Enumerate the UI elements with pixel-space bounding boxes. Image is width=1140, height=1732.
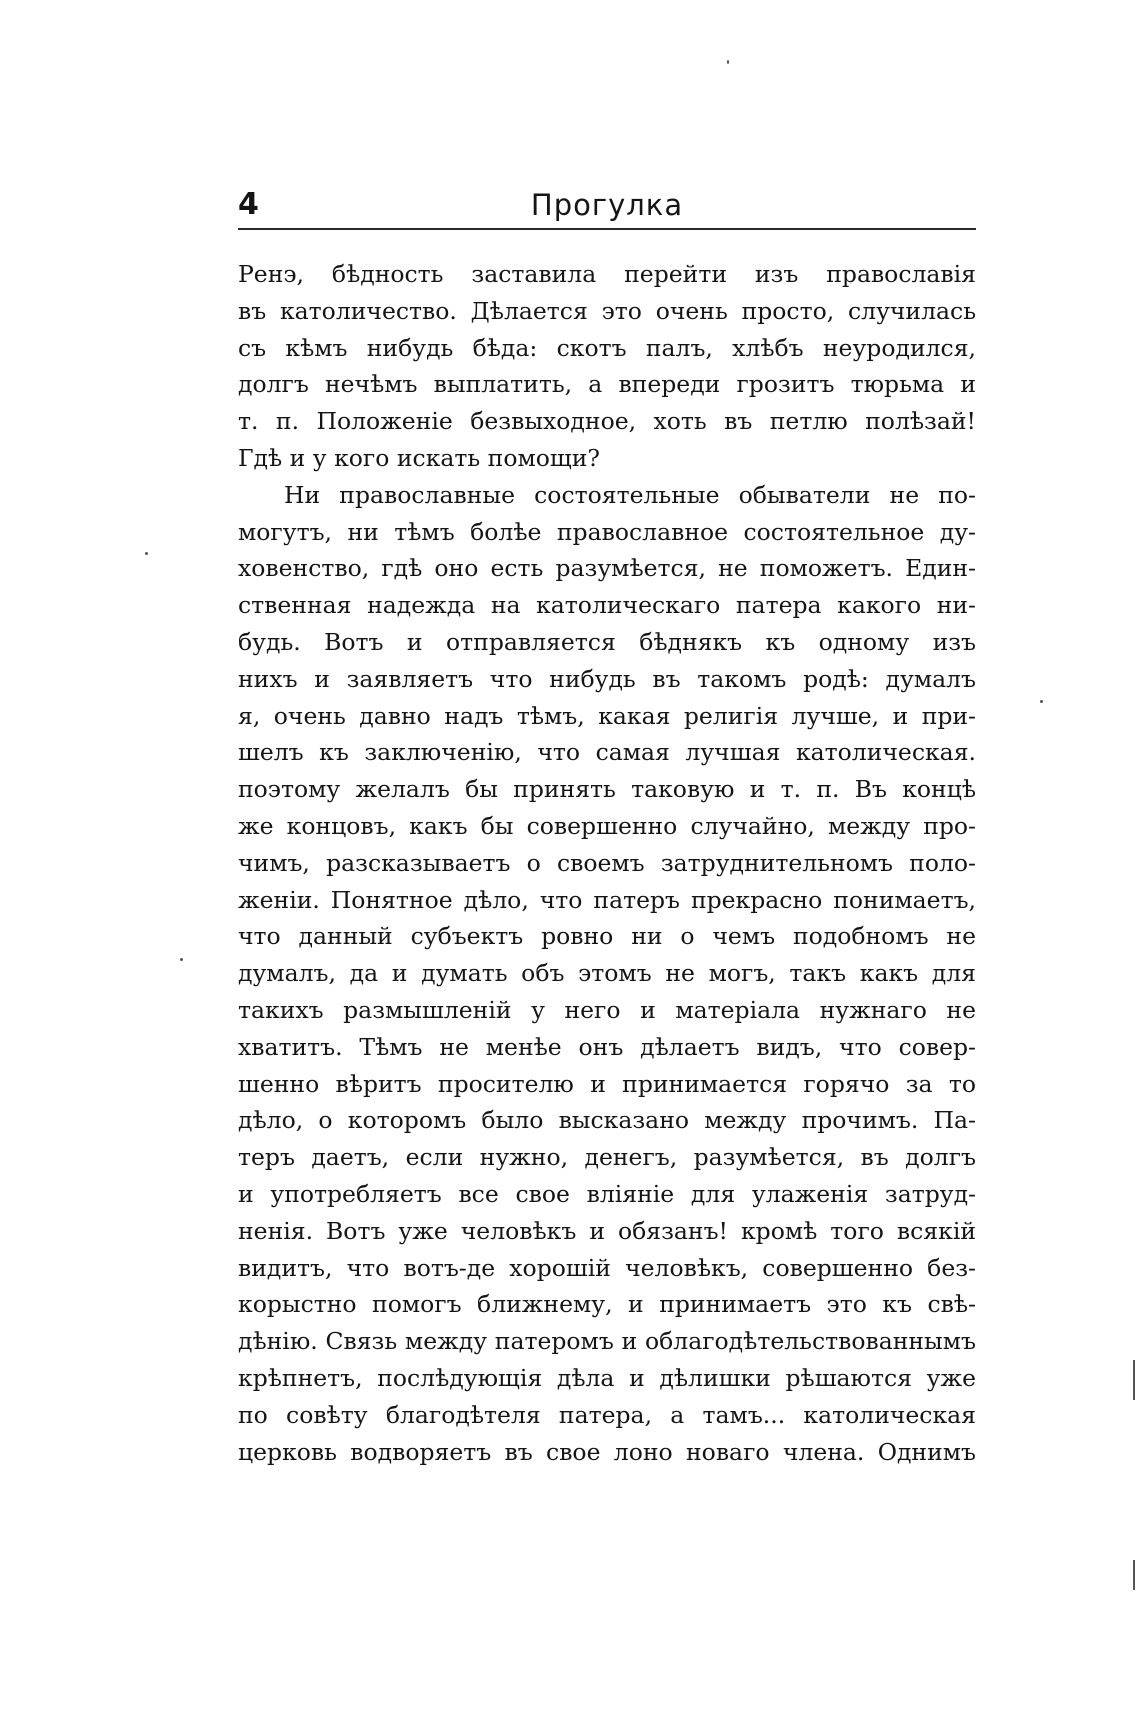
text-line: могутъ, ни тѣмъ болѣе православное состоятельное ду- — [238, 517, 976, 546]
scan-speck — [727, 60, 729, 64]
text-line: шелъ къ заключенію, что самая лучшая католическая. — [238, 738, 976, 767]
scan-speck — [180, 958, 183, 961]
text-line: дѣло, о которомъ было высказано между прочимъ. Па- — [238, 1106, 976, 1135]
scan-speck — [145, 552, 148, 555]
text-line: Ренэ, бѣдность заставила перейти изъ православія — [238, 260, 976, 288]
text-line: ственная надежда на католическаго патера какого ни- — [238, 591, 976, 620]
text-line: съ кѣмъ нибудь бѣда: скотъ палъ, хлѣбъ неуродился, — [238, 333, 976, 362]
text-line: дѣнію. Связь между патеромъ и облагодѣтельствованнымъ — [238, 1327, 976, 1356]
text-line: долгъ нечѣмъ выплатить, а впереди грозитъ тюрьма и — [238, 370, 976, 399]
page-number: 4 — [238, 187, 259, 222]
text-line: такихъ размышленій у него и матеріала нужнаго не — [238, 995, 976, 1024]
scan-speck — [1040, 700, 1043, 703]
text-line: теръ даетъ, если нужно, денегъ, разумѣется, въ долгъ — [238, 1143, 976, 1172]
text-line: по совѣту благодѣтеля патера, а тамъ... католическая — [238, 1400, 976, 1429]
text-line: крѣпнетъ, послѣдующія дѣла и дѣлишки рѣшаются уже — [238, 1363, 976, 1392]
text-line: и употребляетъ все свое вліяніе для улаженія затруд- — [238, 1179, 976, 1208]
paragraph-1 — [238, 256, 976, 477]
text-line: церковь водворяетъ въ свое лоно новаго члена. Однимъ — [238, 1437, 976, 1466]
text-line: думалъ, да и думать объ этомъ не могъ, такъ какъ для — [238, 959, 976, 988]
paragraph-2 — [238, 477, 976, 1471]
running-header — [238, 182, 976, 228]
text-line: же концовъ, какъ бы совершенно случайно, между про- — [238, 811, 976, 840]
scan-speck — [1133, 1360, 1135, 1400]
text-line: я, очень давно надъ тѣмъ, какая религія лучше, и при- — [238, 701, 976, 730]
header-rule — [238, 228, 976, 230]
text-line: хватитъ. Тѣмъ не менѣе онъ дѣлаетъ видъ, что совер- — [238, 1032, 976, 1061]
text-line: т. п. Положеніе безвыходное, хоть въ петлю полѣзай! — [238, 407, 976, 436]
text-line: поэтому желалъ бы принять таковую и т. п. Въ концѣ — [238, 775, 976, 804]
text-line: нихъ и заявляетъ что нибудь въ такомъ родѣ: думалъ — [238, 664, 976, 693]
text-line: Ни православные состоятельные обыватели не по- — [284, 480, 976, 509]
text-line: шенно вѣритъ просителю и принимается горячо за то — [238, 1069, 976, 1098]
text-line: видитъ, что вотъ-де хорошій человѣкъ, совершенно без- — [238, 1253, 976, 1282]
text-line: ховенство, гдѣ оно есть разумѣется, не поможетъ. Един- — [238, 554, 976, 583]
text-line: что данный субъектъ ровно ни о чемъ подобномъ не — [238, 922, 976, 951]
text-line: корыстно помогъ ближнему, и принимаетъ это къ свѣ- — [238, 1290, 976, 1319]
text-line: ненія. Вотъ уже человѣкъ и обязанъ! кромѣ того всякій — [238, 1216, 976, 1245]
text-line: женіи. Понятное дѣло, что патеръ прекрасно понимаетъ, — [238, 885, 976, 914]
text-line: будь. Вотъ и отправляется бѣднякъ къ одному изъ — [238, 627, 976, 656]
text-line: Гдѣ и у кого искать помощи? — [238, 443, 601, 472]
running-title: Прогулка — [530, 188, 684, 222]
text-line: въ католичество. Дѣлается это очень просто, случилась — [238, 296, 976, 325]
scan-speck — [1133, 1560, 1135, 1590]
body-text — [238, 256, 976, 1470]
text-line: чимъ, разсказываетъ о своемъ затруднительномъ поло- — [238, 848, 976, 877]
